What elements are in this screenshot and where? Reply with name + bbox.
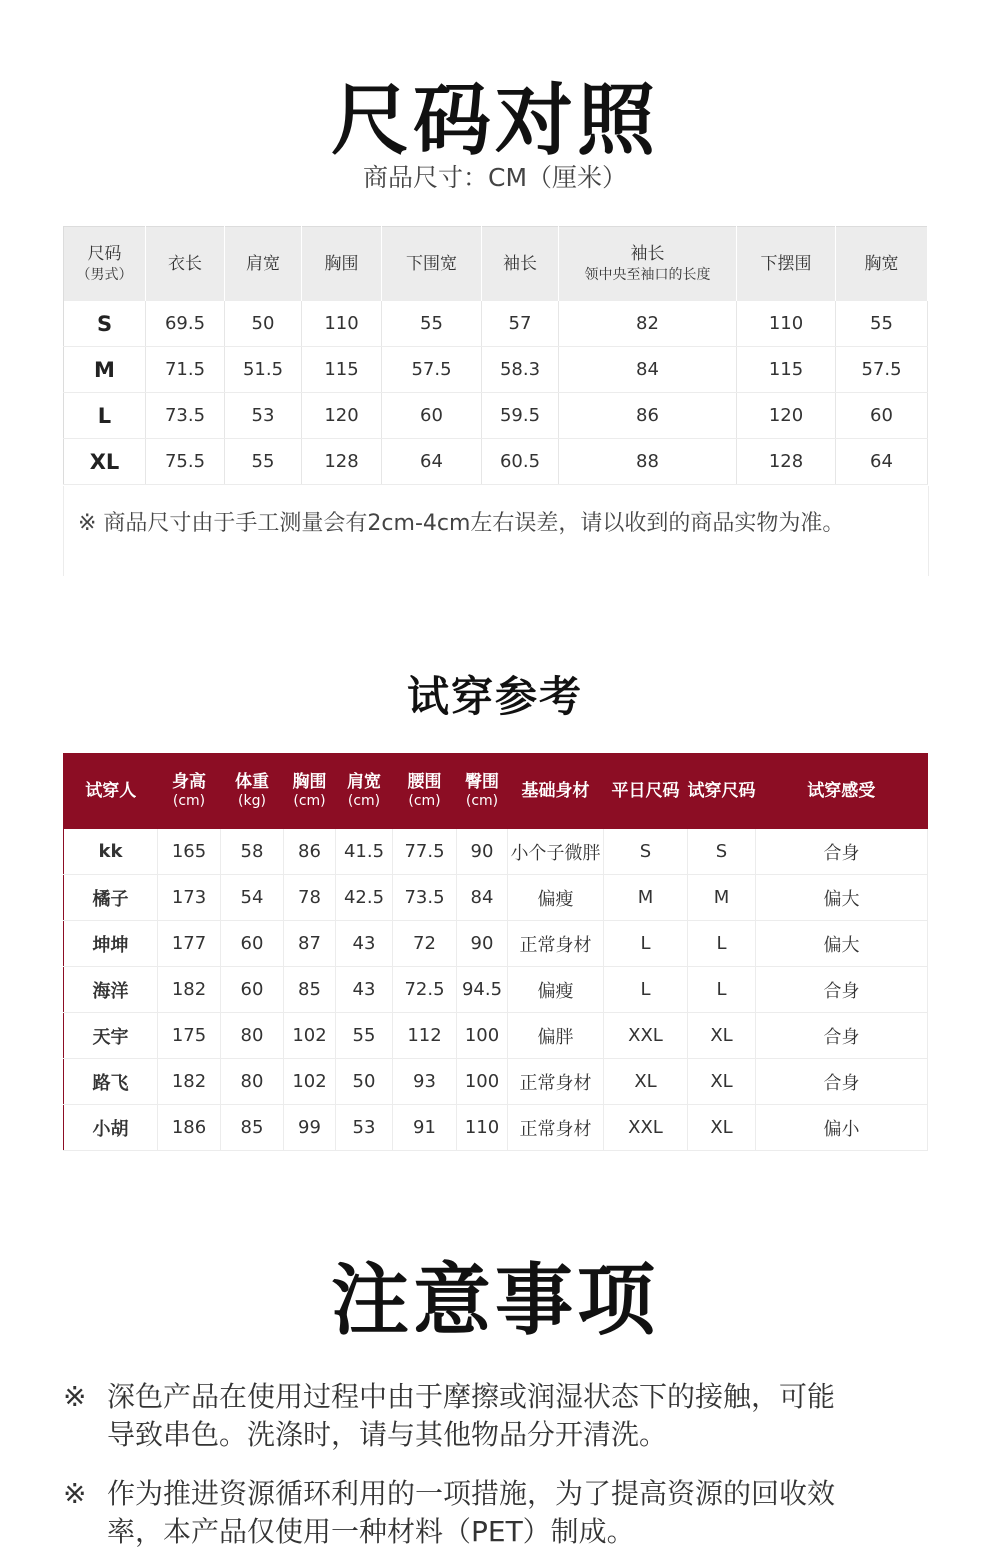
table-row: [64, 921, 928, 967]
table-cell: 88: [559, 439, 737, 485]
table-cell: 128: [737, 439, 836, 485]
size-chart-subtitle: 商品尺寸：CM（厘米）: [362, 163, 628, 192]
table-cell: 55: [382, 301, 482, 347]
notice-line: 深色产品在使用过程中由于摩擦或润湿状态下的接触，可能: [107, 1380, 836, 1413]
table-cell: 51.5: [225, 347, 302, 393]
table-cell: 90: [457, 829, 508, 875]
table-cell: 115: [737, 347, 836, 393]
try-on-title: 试穿参考: [406, 672, 583, 721]
table-row: [64, 439, 928, 485]
row-label-cell: XL: [64, 439, 146, 485]
table-cell: 99: [284, 1105, 336, 1151]
table-cell: 77.5: [393, 829, 457, 875]
table-cell: L: [604, 967, 688, 1013]
column-header: [559, 227, 737, 302]
table-cell: 93: [393, 1059, 457, 1105]
table-cell: 59.5: [482, 393, 559, 439]
column-header-label: 袖长: [503, 253, 537, 274]
table-cell: 86: [559, 393, 737, 439]
table-row: [64, 875, 928, 921]
table-cell: 55: [336, 1013, 393, 1059]
table-row: [64, 1059, 928, 1105]
table-cell: 58: [221, 829, 284, 875]
table-cell: 偏瘦: [508, 967, 604, 1013]
table-cell: S: [604, 829, 688, 875]
column-header: [221, 754, 284, 830]
column-header-label: 试穿尺码: [687, 780, 756, 801]
table-cell: 80: [221, 1013, 284, 1059]
table-cell: 173: [158, 875, 221, 921]
table-cell: 合身: [756, 1059, 928, 1105]
table-cell: 87: [284, 921, 336, 967]
table-cell: 57.5: [836, 347, 928, 393]
column-header: [393, 754, 457, 830]
table-cell: 100: [457, 1013, 508, 1059]
column-header-label: 腰围: [407, 772, 442, 793]
notice-item: [63, 1475, 923, 1551]
table-cell: 165: [158, 829, 221, 875]
table-cell: 55: [225, 439, 302, 485]
table-cell: 69.5: [146, 301, 225, 347]
table-cell: 110: [302, 301, 382, 347]
column-header-label: 胸围: [324, 253, 359, 274]
column-header-sub: (cm): [347, 793, 381, 810]
column-header-sub: （男式）: [76, 267, 133, 284]
column-header: [756, 754, 928, 830]
column-header: [284, 754, 336, 830]
column-header: [737, 227, 836, 302]
row-label-cell: 小胡: [64, 1105, 158, 1151]
row-label-cell: S: [64, 301, 146, 347]
row-label-cell: kk: [64, 829, 158, 875]
column-header-label: 试穿感受: [807, 780, 876, 801]
table-cell: 60: [221, 967, 284, 1013]
table-row: [64, 347, 928, 393]
table-cell: 偏小: [756, 1105, 928, 1151]
column-header-label: 基础身材: [521, 780, 590, 801]
table-cell: 73.5: [146, 393, 225, 439]
table-cell: 50: [336, 1059, 393, 1105]
table-cell: 小个子微胖: [508, 829, 604, 875]
table-cell: 偏胖: [508, 1013, 604, 1059]
column-header: [225, 227, 302, 302]
table-cell: 54: [221, 875, 284, 921]
table-cell: XXL: [604, 1105, 688, 1151]
column-header: [336, 754, 393, 830]
column-header-label: 袖长: [630, 244, 665, 265]
table-row: [64, 1013, 928, 1059]
reference-mark: ※: [63, 1380, 87, 1413]
table-cell: XL: [604, 1059, 688, 1105]
table-cell: 偏大: [756, 875, 928, 921]
table-cell: 正常身材: [508, 1105, 604, 1151]
table-cell: 182: [158, 1059, 221, 1105]
table-cell: 57: [482, 301, 559, 347]
notice-line: 作为推进资源循环利用的一项措施，为了提高资源的回收效: [107, 1477, 836, 1510]
table-cell: L: [688, 921, 756, 967]
column-header-sub: (cm): [408, 793, 441, 810]
column-header-label: 肩宽: [246, 253, 280, 274]
table-cell: 85: [221, 1105, 284, 1151]
column-header-sub: 领中央至袖口的长度: [584, 267, 711, 284]
table-cell: 60: [221, 921, 284, 967]
table-cell: XL: [688, 1013, 756, 1059]
column-header: [508, 754, 604, 830]
table-cell: 57.5: [382, 347, 482, 393]
table-cell: 84: [559, 347, 737, 393]
table-cell: 128: [302, 439, 382, 485]
column-header-sub: (cm): [172, 793, 206, 810]
column-header-label: 胸宽: [864, 253, 899, 274]
column-header-label: 肩宽: [347, 772, 381, 793]
table-cell: 73.5: [393, 875, 457, 921]
table-row: [64, 393, 928, 439]
size-chart-table: [63, 226, 928, 485]
table-cell: M: [604, 875, 688, 921]
notice-item: [63, 1378, 923, 1454]
table-cell: 120: [302, 393, 382, 439]
table-cell: 64: [836, 439, 928, 485]
column-header-sub: (kg): [238, 793, 266, 810]
table-cell: 182: [158, 967, 221, 1013]
column-header-sub: (cm): [465, 793, 499, 810]
table-row: [64, 829, 928, 875]
table-cell: 41.5: [336, 829, 393, 875]
column-header: [158, 754, 221, 830]
table-row: [64, 967, 928, 1013]
column-header: [688, 754, 756, 830]
table-cell: 175: [158, 1013, 221, 1059]
row-label-cell: 路飞: [64, 1059, 158, 1105]
table-cell: 80: [221, 1059, 284, 1105]
reference-mark: ※: [63, 1477, 87, 1510]
column-header: [836, 227, 928, 302]
column-header: [302, 227, 382, 302]
table-cell: XL: [688, 1105, 756, 1151]
row-label-cell: 天宇: [64, 1013, 158, 1059]
table-cell: 84: [457, 875, 508, 921]
table-cell: 102: [284, 1013, 336, 1059]
table-cell: 94.5: [457, 967, 508, 1013]
table-cell: 42.5: [336, 875, 393, 921]
table-cell: 合身: [756, 1013, 928, 1059]
table-cell: 186: [158, 1105, 221, 1151]
table-cell: M: [688, 875, 756, 921]
column-header: [64, 227, 146, 302]
table-cell: 55: [836, 301, 928, 347]
row-label-cell: 海洋: [64, 967, 158, 1013]
table-cell: 112: [393, 1013, 457, 1059]
size-note-box: [63, 486, 929, 576]
table-cell: 110: [457, 1105, 508, 1151]
try-on-table: [63, 753, 928, 1151]
table-cell: 合身: [756, 829, 928, 875]
table-cell: 90: [457, 921, 508, 967]
notice-line: 率，本产品仅使用一种材料（PET）制成。: [107, 1515, 635, 1548]
table-cell: L: [604, 921, 688, 967]
row-label-cell: 坤坤: [64, 921, 158, 967]
notice-title: 注意事项: [330, 1256, 659, 1346]
table-cell: 100: [457, 1059, 508, 1105]
table-cell: 60.5: [482, 439, 559, 485]
row-label-cell: L: [64, 393, 146, 439]
table-cell: XL: [688, 1059, 756, 1105]
table-cell: 72: [393, 921, 457, 967]
table-cell: 50: [225, 301, 302, 347]
table-cell: S: [688, 829, 756, 875]
table-cell: L: [688, 967, 756, 1013]
column-header: [146, 227, 225, 302]
table-row: [64, 301, 928, 347]
column-header-label: 下摆围: [760, 253, 812, 274]
table-cell: 91: [393, 1105, 457, 1151]
table-cell: 86: [284, 829, 336, 875]
table-cell: 43: [336, 967, 393, 1013]
table-cell: 53: [336, 1105, 393, 1151]
table-cell: 正常身材: [508, 921, 604, 967]
table-cell: 85: [284, 967, 336, 1013]
table-cell: 177: [158, 921, 221, 967]
table-cell: 102: [284, 1059, 336, 1105]
table-cell: 120: [737, 393, 836, 439]
table-cell: 合身: [756, 967, 928, 1013]
column-header-label: 试穿人: [85, 780, 137, 801]
table-cell: 60: [382, 393, 482, 439]
column-header-label: 胸围: [292, 772, 327, 793]
column-header-label: 体重: [235, 772, 269, 793]
notice-line: 导致串色。洗涤时，请与其他物品分开清洗。: [107, 1418, 668, 1451]
size-note: ※ 商品尺寸由于手工测量会有2cm-4cm左右误差，请以收到的商品实物为准。: [78, 511, 845, 536]
table-cell: 72.5: [393, 967, 457, 1013]
table-cell: 正常身材: [508, 1059, 604, 1105]
column-header-label: 尺码: [87, 244, 122, 265]
table-cell: 75.5: [146, 439, 225, 485]
column-header-label: 衣长: [168, 253, 202, 274]
column-header-sub: (cm): [293, 793, 326, 810]
column-header-label: 平日尺码: [611, 780, 680, 801]
row-label-cell: M: [64, 347, 146, 393]
column-header: [604, 754, 688, 830]
table-cell: 78: [284, 875, 336, 921]
table-cell: XXL: [604, 1013, 688, 1059]
table-cell: 58.3: [482, 347, 559, 393]
table-cell: 115: [302, 347, 382, 393]
table-cell: 110: [737, 301, 836, 347]
column-header: [382, 227, 482, 302]
table-cell: 53: [225, 393, 302, 439]
table-row: [64, 1105, 928, 1151]
column-header: [482, 227, 559, 302]
column-header-label: 下围宽: [406, 253, 457, 274]
row-label-cell: 橘子: [64, 875, 158, 921]
size-chart-title: 尺码对照: [330, 76, 659, 166]
column-header: [457, 754, 508, 830]
table-cell: 64: [382, 439, 482, 485]
table-cell: 偏大: [756, 921, 928, 967]
table-cell: 71.5: [146, 347, 225, 393]
table-cell: 60: [836, 393, 928, 439]
table-cell: 43: [336, 921, 393, 967]
column-header-label: 臀围: [465, 772, 499, 793]
table-cell: 偏瘦: [508, 875, 604, 921]
column-header-label: 身高: [172, 772, 206, 793]
table-cell: 82: [559, 301, 737, 347]
column-header: [64, 754, 158, 830]
